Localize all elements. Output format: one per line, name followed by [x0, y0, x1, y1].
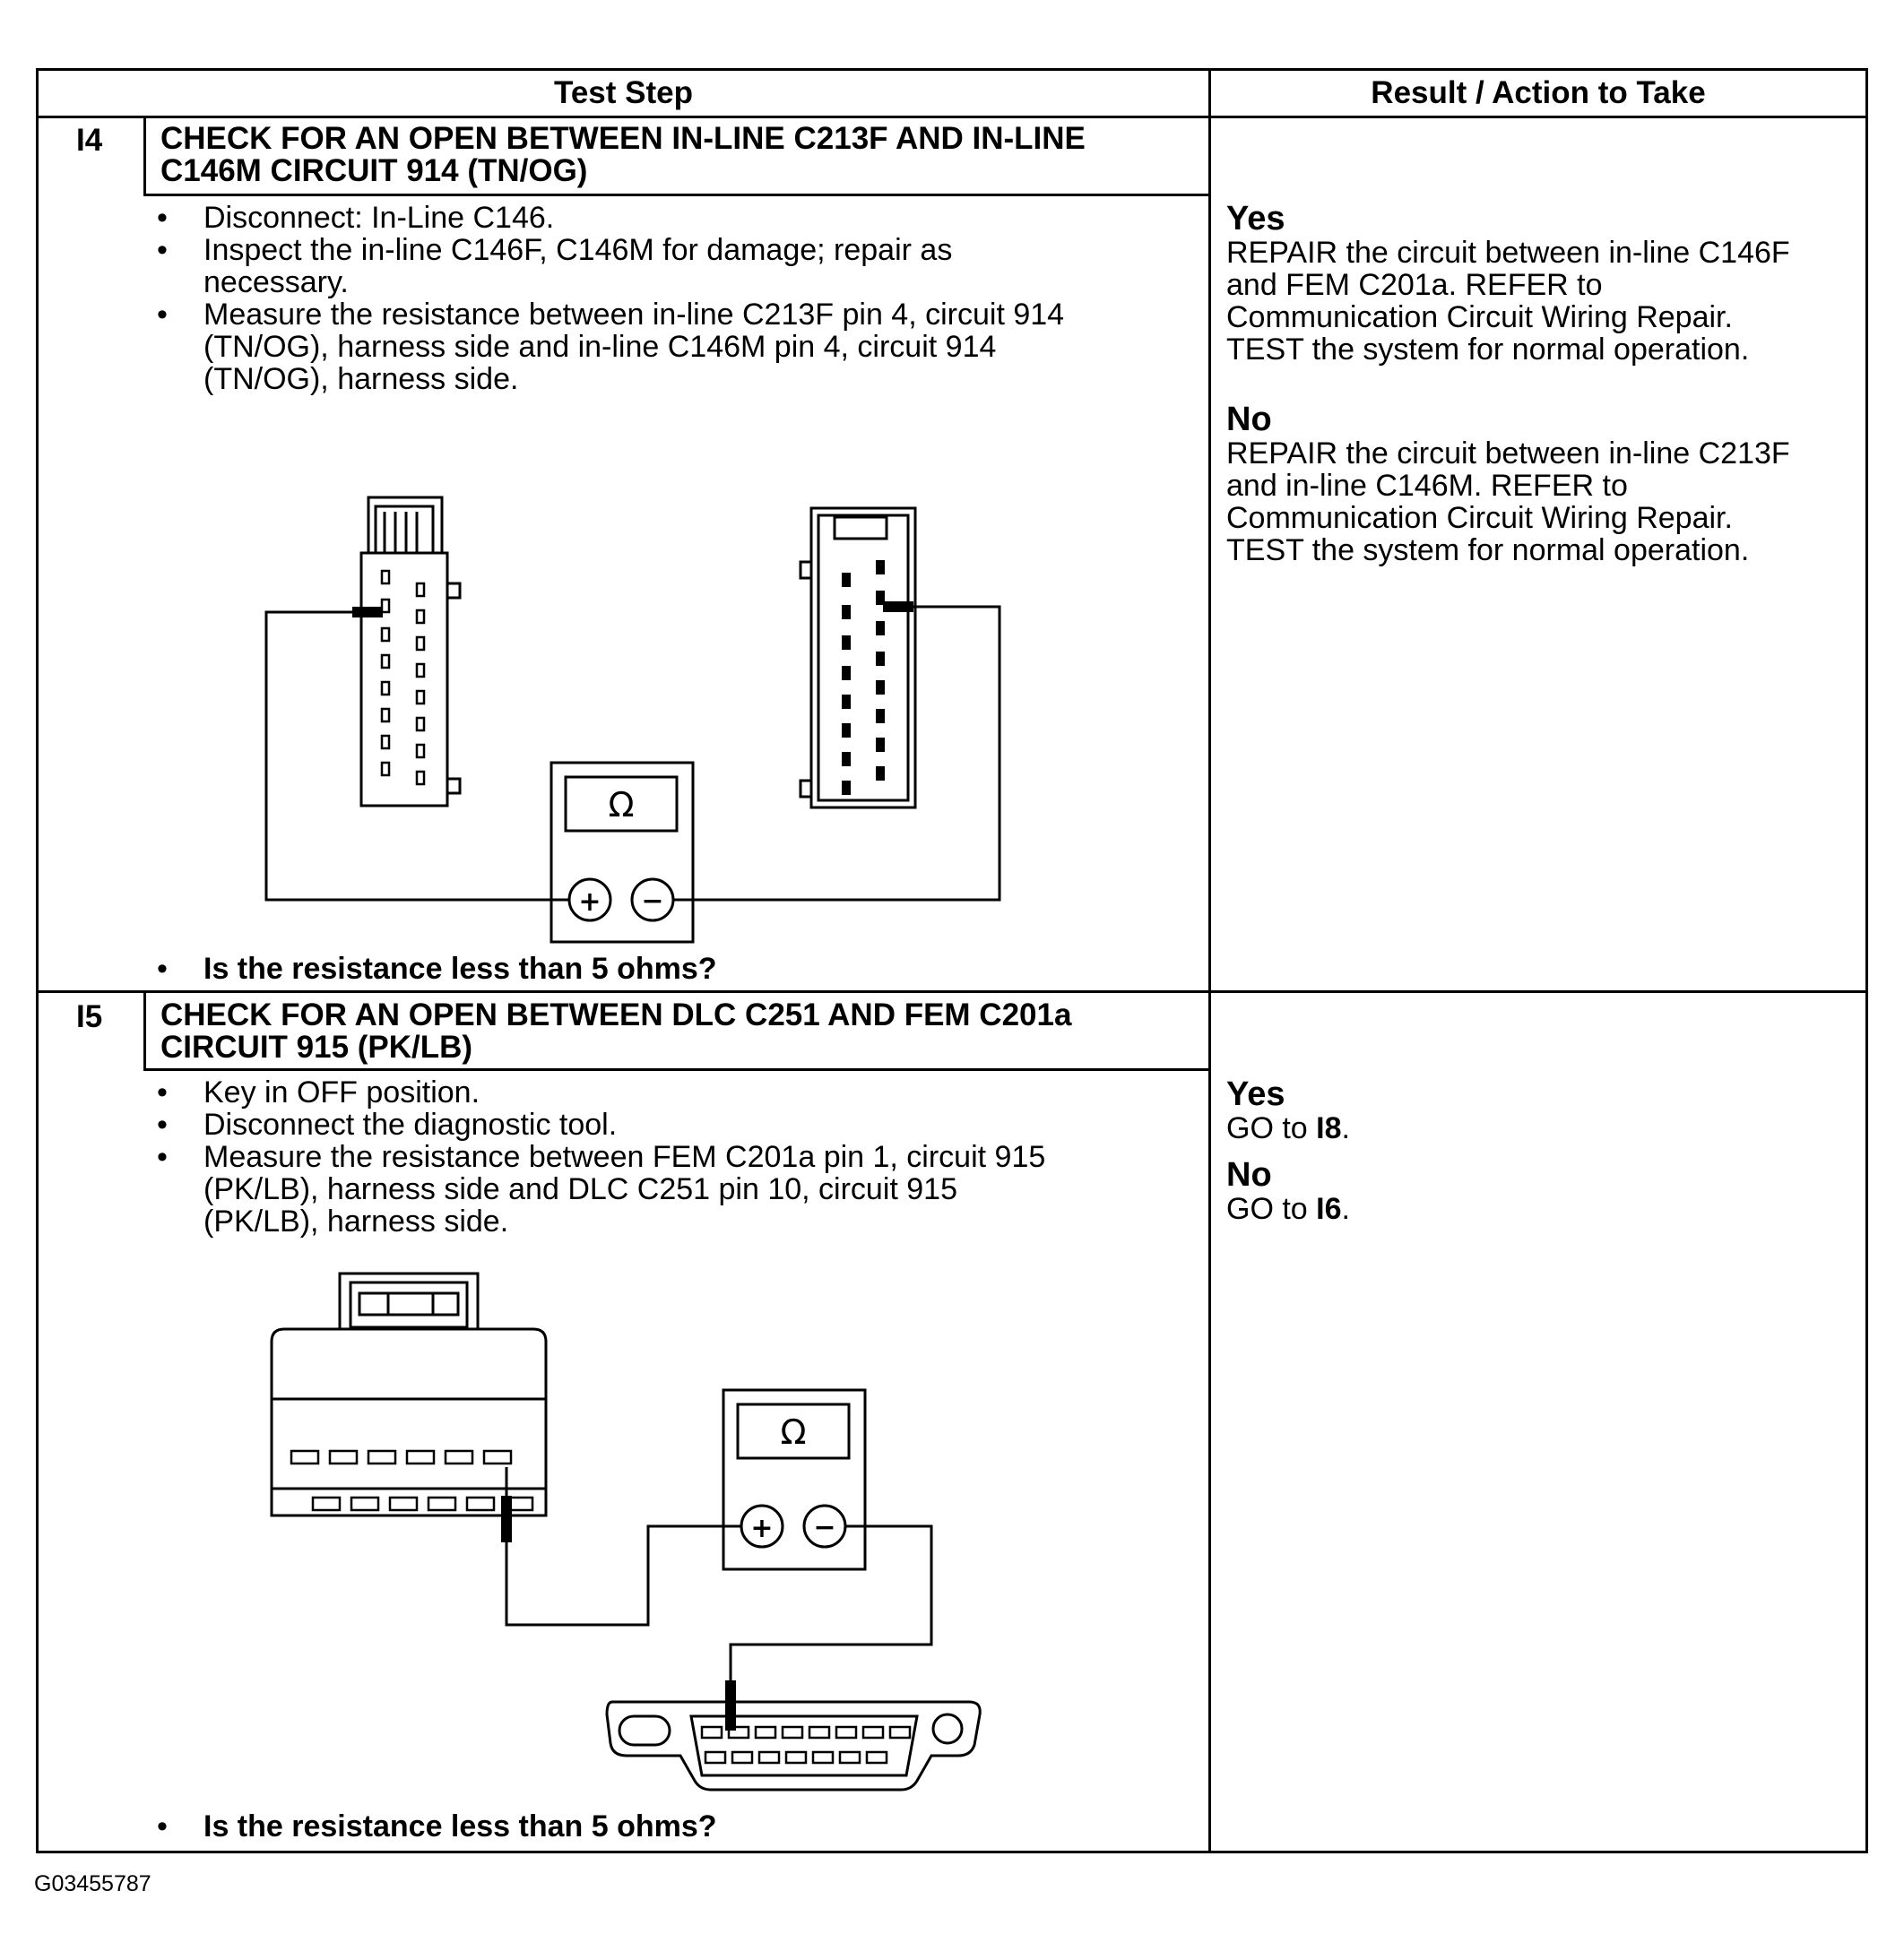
result-yes-text — [1226, 1112, 1854, 1144]
result-no-text: and in-line C146M. REFER to — [1226, 469, 1628, 503]
instruction-line: Inspect the in-line C146F, C146M for damage; repair as — [203, 233, 953, 267]
result-no-label: No — [1226, 401, 1272, 438]
connector-c146m-icon — [801, 508, 915, 807]
result-no-text — [1226, 1193, 1854, 1225]
connector-c213f-icon — [361, 497, 460, 806]
step-title-divider — [143, 194, 1210, 196]
result-period: . — [1341, 1192, 1350, 1226]
result-yes-text: REPAIR the circuit between in-line C146F — [1226, 236, 1790, 270]
step-number: I4 — [76, 123, 103, 158]
result-no-text: REPAIR the circuit between in-line C213F — [1226, 436, 1790, 471]
step-number-divider — [143, 990, 146, 1071]
step-divider — [39, 990, 1865, 993]
step-title — [160, 999, 1071, 1064]
result-yes-text: Communication Circuit Wiring Repair. — [1226, 300, 1733, 334]
instruction-item — [153, 1109, 1202, 1141]
instruction-item — [153, 234, 1202, 298]
step-title — [160, 123, 1086, 187]
step-instructions — [153, 1076, 1202, 1238]
step-title-line: CHECK FOR AN OPEN BETWEEN IN-LINE C213F AND IN-LINE — [160, 121, 1086, 156]
probe-tip — [501, 1496, 512, 1542]
step-result — [1226, 201, 1854, 566]
header-divider — [39, 116, 1865, 118]
probe-tip — [725, 1680, 736, 1731]
result-no-label: No — [1226, 1156, 1272, 1194]
instruction-item — [153, 202, 1202, 234]
instruction-line: (PK/LB), harness side and DLC C251 pin 10, circuit 915 — [203, 1172, 958, 1206]
result-prefix: GO to — [1226, 1192, 1317, 1226]
resistance-test-diagram — [218, 429, 1025, 918]
instruction-line: (PK/LB), harness side. — [203, 1204, 509, 1239]
figure-id: G03455787 — [34, 1871, 151, 1896]
step-result — [1226, 1076, 1854, 1225]
step-title-divider — [143, 1068, 1210, 1071]
meter-plus-terminal: + — [578, 886, 601, 918]
instruction-line: necessary. — [203, 265, 349, 299]
probe-tip — [352, 607, 383, 617]
instruction-line: (TN/OG), harness side and in-line C146M pin 4, circuit 914 — [203, 330, 997, 364]
dlc-connector-c251-icon — [607, 1702, 980, 1790]
instruction-item — [153, 1141, 1202, 1238]
instruction-item — [153, 298, 1202, 395]
instruction-line: Key in OFF position. — [203, 1075, 480, 1110]
meter-plus-terminal: + — [750, 1513, 774, 1544]
fem-connector-c201a-icon — [272, 1274, 546, 1515]
instruction-line: Disconnect the diagnostic tool. — [203, 1108, 618, 1142]
step-title-line: CIRCUIT 915 (PK/LB) — [160, 1030, 473, 1065]
result-yes-text: and FEM C201a. REFER to — [1226, 268, 1603, 302]
column-divider — [1208, 71, 1211, 1851]
ohm-symbol: Ω — [608, 785, 635, 825]
result-yes-text: TEST the system for normal operation. — [1226, 332, 1750, 367]
result-no-text: Communication Circuit Wiring Repair. — [1226, 501, 1733, 535]
step-number: I5 — [76, 999, 103, 1034]
instruction-item — [153, 1076, 1202, 1109]
result-target-step: I8 — [1316, 1111, 1342, 1145]
ohm-symbol: Ω — [780, 1412, 807, 1452]
instruction-line: Measure the resistance between FEM C201a pin 1, circuit 915 — [203, 1140, 1046, 1174]
step-title-line: C146M CIRCUIT 914 (TN/OG) — [160, 153, 588, 188]
result-no-text: TEST the system for normal operation. — [1226, 533, 1750, 567]
header-test-step: Test Step — [554, 75, 693, 110]
resistance-test-diagram — [236, 1268, 1007, 1797]
instruction-line: (TN/OG), harness side. — [203, 362, 519, 396]
result-prefix: GO to — [1226, 1111, 1317, 1145]
instruction-line: Measure the resistance between in-line C213F pin 4, circuit 914 — [203, 298, 1065, 332]
probe-tip — [883, 601, 913, 612]
meter-minus-terminal: − — [813, 1512, 836, 1543]
result-target-step: I6 — [1316, 1192, 1342, 1226]
result-yes-label: Yes — [1226, 200, 1285, 237]
meter-minus-terminal: − — [641, 885, 664, 917]
step-title-line: CHECK FOR AN OPEN BETWEEN DLC C251 AND FEM C201a — [160, 997, 1072, 1032]
step-number-divider — [143, 116, 146, 195]
step-instructions — [153, 202, 1202, 395]
instruction-line: Disconnect: In-Line C146. — [203, 201, 555, 235]
step-question: • Is the resistance less than 5 ohms? — [153, 1809, 717, 1844]
result-period: . — [1341, 1111, 1350, 1145]
header-result-action: Result / Action to Take — [1371, 75, 1706, 110]
test-step-table — [36, 68, 1868, 1853]
step-question: • Is the resistance less than 5 ohms? — [153, 952, 717, 987]
result-yes-label: Yes — [1226, 1075, 1285, 1113]
